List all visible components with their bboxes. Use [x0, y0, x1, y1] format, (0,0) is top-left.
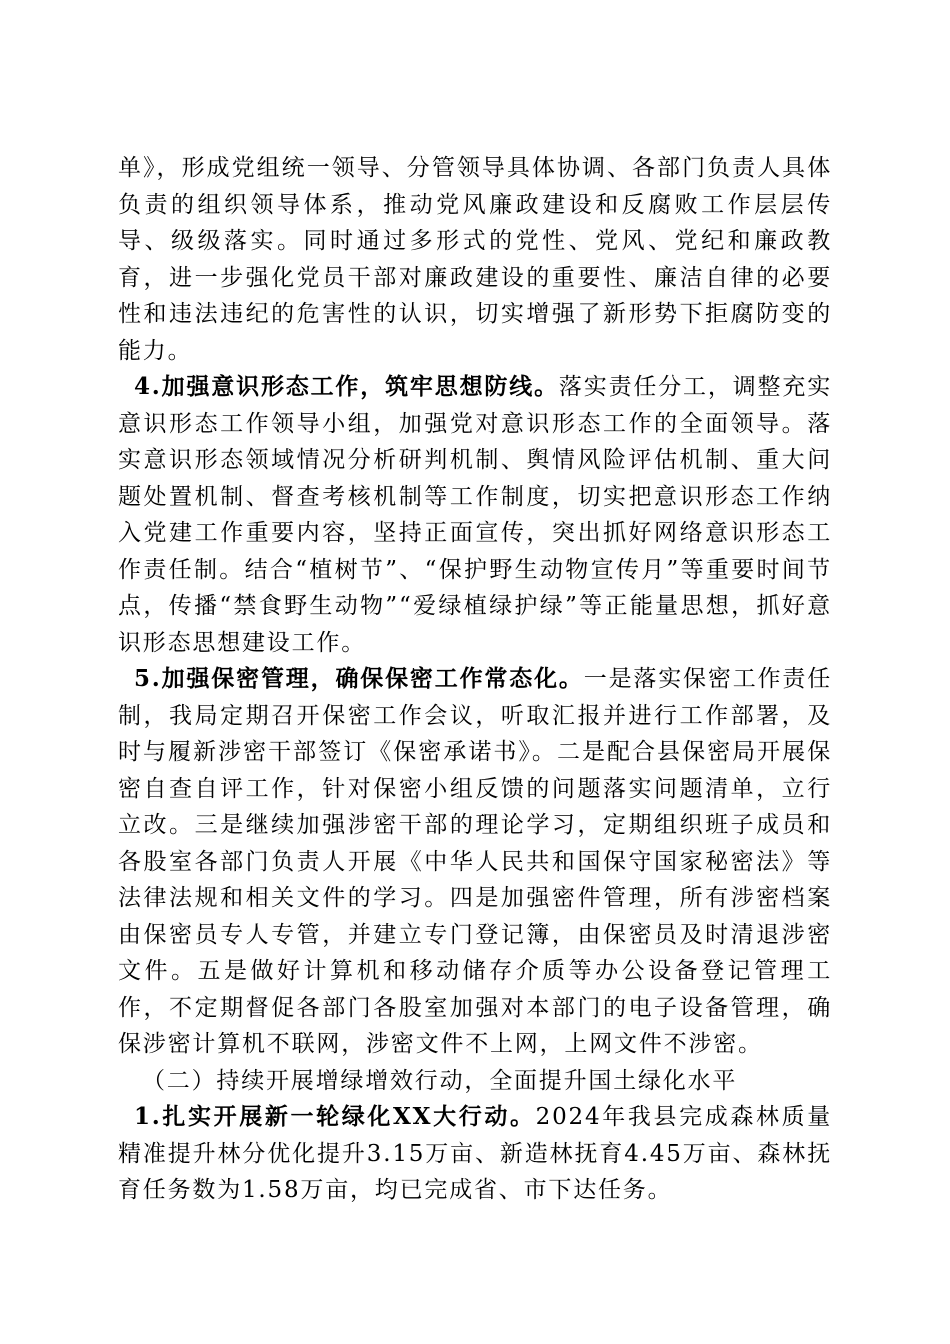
paragraph-ideology-work: [118, 369, 832, 661]
section-heading-greening: [118, 1063, 832, 1100]
paragraph-text: 落实责任分工，调整充实意识形态工作领导小组，加强党对意识形态工作的全面领导。落实意识形态领域情况分析研判机制、舆情风险评估机制、重大问题处置机制、督查考核机制等工作制度，切实把意识形态工作纳入党建工作重要内容，坚持正面宣传，突出抓好网络意识形态工作责任制。结合“植树节”、“保护野生动物宣传月”等重要时间节点，传播“禁食野生动物”“爱绿植绿护绿”等正能量思想，抓好意识形态思想建设工作。: [118, 374, 832, 656]
paragraph-heading: 4.加强意识形态工作，筑牢思想防线。: [134, 373, 559, 400]
paragraph-confidentiality: [118, 661, 832, 1063]
paragraph-text: 2024年我县完成森林质量精准提升林分优化提升3.15万亩、新造林抚育4.45万亩、森林抚育任务数为1.58万亩，均已完成省、市下达任务。: [118, 1104, 832, 1203]
paragraph-greening-action: [118, 1099, 832, 1209]
paragraph-text: 单》，形成党组统一领导、分管领导具体协调、各部门负责人具体负责的组织领导体系，推动党风廉政建设和反腐败工作层层传导、级级落实。同时通过多形式的党性、党风、党纪和廉政教育，进一步强化党员干部对廉政建设的重要性、廉洁自律的必要性和违法违纪的危害性的认识，切实增强了新形势下拒腐防变的能力。: [118, 155, 832, 364]
paragraph-text: 一是落实保密工作责任制，我局定期召开保密工作会议，听取汇报并进行工作部署，及时与履新涉密干部签订《保密承诺书》。二是配合县保密局开展保密自查自评工作，针对保密小组反馈的问题落实问题清单，立行立改。三是继续加强涉密干部的理论学习，定期组织班子成员和各股室各部门负责人开展《中华人民共和国保守国家秘密法》等法律法规和相关文件的学习。四是加强密件管理，所有涉密档案由保密员专人专管，并建立专门登记簿，由保密员及时清退涉密文件。五是做好计算机和移动储存介质等办公设备登记管理工作，不定期督促各部门各股室加强对本部门的电子设备管理，确保涉密计算机不联网，涉密文件不上网，上网文件不涉密。: [118, 666, 832, 1057]
paragraph-heading: 5.加强保密管理，确保保密工作常态化。: [134, 665, 584, 692]
document-body: [118, 150, 832, 1209]
paragraph-heading: 1.扎实开展新一轮绿化XX大行动。: [134, 1103, 536, 1130]
section-heading-text: （二）持续开展增绿增效行动，全面提升国土绿化水平: [142, 1067, 738, 1094]
paragraph-continuation: [118, 150, 832, 369]
